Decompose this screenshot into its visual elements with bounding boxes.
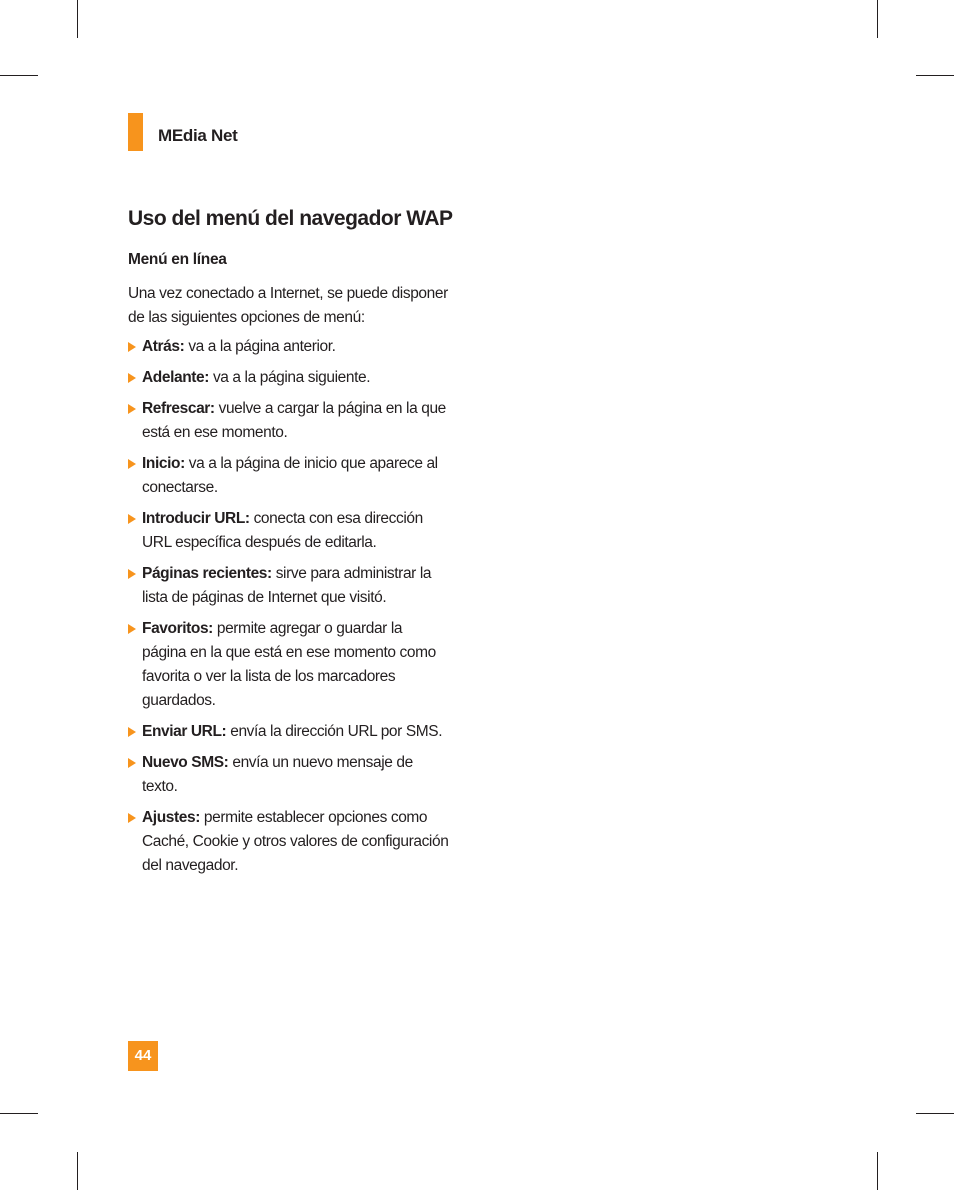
crop-mark: [77, 1152, 78, 1190]
triangle-right-icon: [128, 459, 136, 469]
item-description: envía un nuevo mensaje de texto.: [142, 754, 413, 795]
list-item: [128, 720, 450, 744]
item-description: envía la dirección URL por SMS.: [230, 723, 443, 740]
triangle-right-icon: [128, 373, 136, 383]
list-item: [128, 562, 450, 610]
item-description: va a la página anterior.: [188, 338, 336, 355]
item-term: Adelante:: [142, 369, 210, 386]
item-term: Favoritos:: [142, 620, 213, 637]
item-description: va a la página de inicio que aparece al conectarse.: [142, 455, 438, 496]
section-marker: [128, 113, 143, 151]
page-number: 44: [128, 1041, 158, 1071]
crop-mark: [916, 1113, 954, 1114]
triangle-right-icon: [128, 514, 136, 524]
list-item: [128, 366, 450, 390]
triangle-right-icon: [128, 624, 136, 634]
item-term: Introducir URL:: [142, 510, 250, 527]
item-term: Refrescar:: [142, 400, 215, 417]
list-item: [128, 751, 450, 799]
item-term: Enviar URL:: [142, 723, 227, 740]
list-item: [128, 617, 450, 713]
list-item: [128, 452, 450, 500]
option-list: [128, 335, 450, 885]
triangle-right-icon: [128, 813, 136, 823]
page-heading: Uso del menú del navegador WAP: [128, 207, 453, 230]
list-item: [128, 335, 450, 359]
subheading: Menú en línea: [128, 251, 227, 268]
triangle-right-icon: [128, 342, 136, 352]
item-description: vuelve a cargar la página en la que está en ese momento.: [142, 400, 446, 441]
list-item: [128, 507, 450, 555]
crop-mark: [0, 1113, 38, 1114]
triangle-right-icon: [128, 727, 136, 737]
item-term: Atrás:: [142, 338, 185, 355]
crop-mark: [916, 75, 954, 76]
item-description: permite establecer opciones como Caché, Cookie y otros valores de configuración del navegador.: [142, 809, 449, 874]
item-term: Ajustes:: [142, 809, 200, 826]
intro-paragraph: Una vez conectado a Internet, se puede disponer de las siguientes opciones de menú:: [128, 285, 448, 326]
crop-mark: [77, 0, 78, 38]
item-term: Nuevo SMS:: [142, 754, 229, 771]
triangle-right-icon: [128, 758, 136, 768]
item-description: va a la página siguiente.: [212, 369, 371, 386]
item-description: permite agregar o guardar la página en la que está en ese momento como favorita o ver la lista de los marcadores guardados.: [142, 620, 436, 709]
item-description: sirve para administrar la lista de páginas de Internet que visitó.: [142, 565, 432, 606]
triangle-right-icon: [128, 569, 136, 579]
crop-mark: [877, 1152, 878, 1190]
item-term: Inicio:: [142, 455, 185, 472]
section-title: MEdia Net: [158, 126, 238, 145]
list-item: [128, 806, 450, 878]
item-description: conecta con esa dirección URL específica después de editarla.: [142, 510, 423, 551]
list-item: [128, 397, 450, 445]
item-term: Páginas recientes:: [142, 565, 272, 582]
triangle-right-icon: [128, 404, 136, 414]
crop-mark: [877, 0, 878, 38]
crop-mark: [0, 75, 38, 76]
